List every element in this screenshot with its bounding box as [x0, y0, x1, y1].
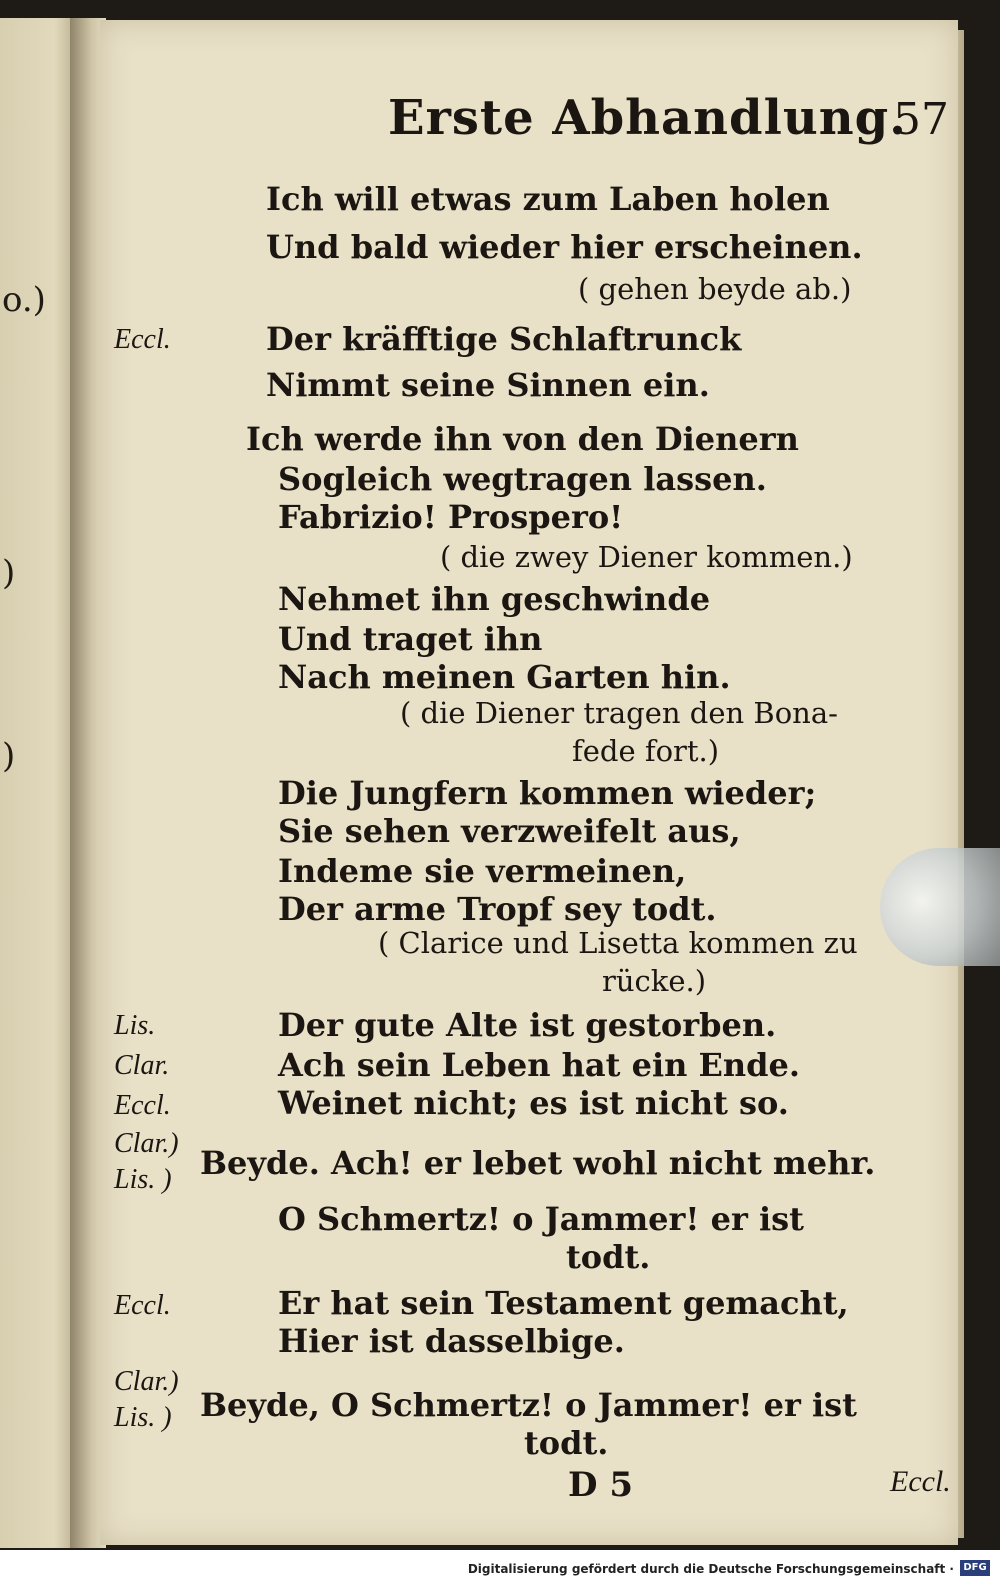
stage-direction: ( die zwey Diener kommen.) [440, 540, 853, 574]
text-line: todt. [566, 1238, 651, 1276]
left-page-fragment: ) [2, 736, 16, 776]
digitization-credit [0, 1550, 1000, 1590]
speaker-label: Lis. ) [114, 1402, 172, 1433]
text-line: Der arme Tropf sey todt. [278, 890, 717, 928]
text-line: Die Jungfern kommen wieder; [278, 774, 817, 812]
text-line: Weinet nicht; es ist nicht so. [278, 1084, 789, 1122]
page-clip [880, 848, 1000, 966]
speaker-label: Lis. ) [114, 1164, 172, 1195]
text-line: Ich werde ihn von den Dienern [246, 420, 799, 458]
stage-direction: fede fort.) [572, 734, 720, 768]
signature-mark: D 5 [568, 1465, 633, 1505]
stage-direction: ( gehen beyde ab.) [578, 272, 852, 306]
page-header-title: Erste Abhandlung. [388, 90, 907, 146]
left-page-fragment: ) [2, 553, 16, 593]
text-line: Der kräfftige Schlaftrunck [266, 320, 742, 358]
text-line: Nimmt seine Sinnen ein. [266, 366, 710, 404]
text-line: Sogleich wegtragen lassen. [278, 460, 767, 498]
dfg-logo: DFG [960, 1560, 990, 1576]
text-line: Beyde. Ach! er lebet wohl nicht mehr. [200, 1144, 876, 1182]
speaker-label: Eccl. [114, 1090, 171, 1121]
text-line: Nach meinen Garten hin. [278, 658, 731, 696]
speaker-label: Clar.) [114, 1128, 179, 1159]
text-line: O Schmertz! o Jammer! er ist [278, 1200, 804, 1238]
book-page [100, 20, 958, 1545]
text-line: Und bald wieder hier erscheinen. [266, 228, 863, 266]
text-line: Hier ist dasselbige. [278, 1322, 625, 1360]
text-line: Beyde, O Schmertz! o Jammer! er ist [200, 1386, 857, 1424]
speaker-label: Eccl. [114, 324, 171, 355]
stage-direction: ( die Diener tragen den Bona- [400, 696, 838, 730]
stage-direction: ( Clarice und Lisetta kommen zu [378, 926, 858, 960]
text-line: Er hat sein Testament gemacht, [278, 1284, 849, 1322]
text-line: Indeme sie vermeinen, [278, 852, 687, 890]
catchword: Eccl. [890, 1465, 951, 1498]
speaker-label: Clar. [114, 1050, 170, 1081]
text-line: todt. [524, 1424, 609, 1462]
text-line: Fabrizio! Prospero! [278, 498, 624, 536]
page-number: 57 [893, 94, 949, 145]
text-line: Nehmet ihn geschwinde [278, 580, 711, 618]
text-line: Und traget ihn [278, 620, 543, 658]
speaker-label: Eccl. [114, 1290, 171, 1321]
credit-text: Digitalisierung gefördert durch die Deutsche Forschungsgemeinschaft · [467, 1562, 954, 1576]
stage-direction: rücke.) [602, 964, 707, 998]
text-line: Sie sehen verzweifelt aus, [278, 812, 741, 850]
text-line: Ich will etwas zum Laben holen [266, 180, 830, 218]
left-page-fragment: o.) [2, 280, 46, 320]
text-line: Der gute Alte ist gestorben. [278, 1006, 777, 1044]
left-page-edge [0, 18, 78, 1548]
speaker-label: Clar.) [114, 1366, 179, 1397]
speaker-label: Lis. [114, 1010, 156, 1041]
text-line: Ach sein Leben hat ein Ende. [278, 1046, 801, 1084]
